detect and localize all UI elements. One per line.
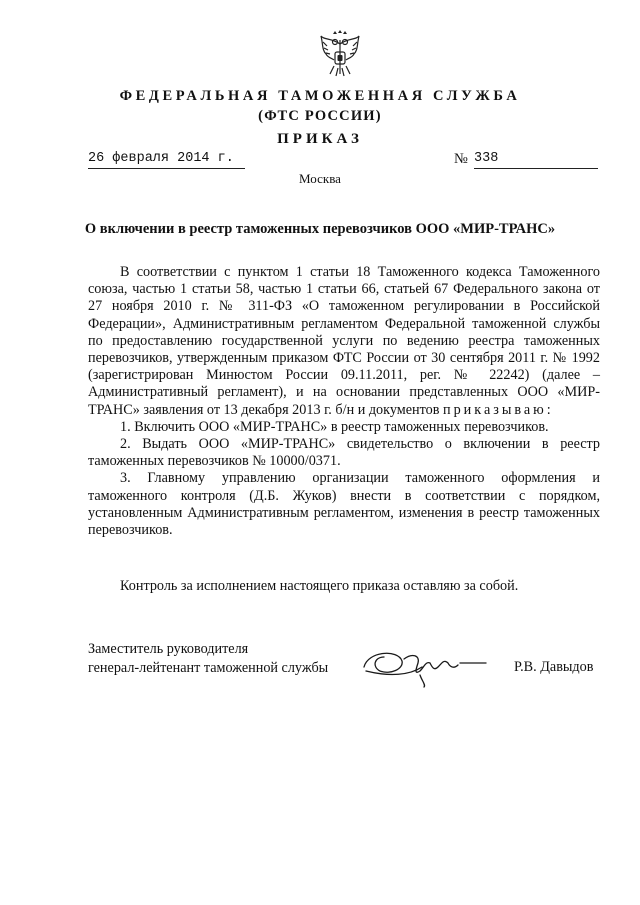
preamble-paragraph bbox=[88, 264, 600, 419]
handwritten-signature bbox=[360, 645, 490, 689]
document-body bbox=[88, 264, 600, 539]
issue-city: Москва bbox=[299, 171, 341, 186]
order-word: приказываю: bbox=[442, 401, 554, 418]
order-number-label: № bbox=[454, 151, 468, 167]
document-type: ПРИКАЗ bbox=[277, 131, 363, 147]
document-title: О включении в реестр таможенных перевозчиков ООО «МИР-ТРАНС» bbox=[84, 221, 556, 237]
agency-name: ФЕДЕРАЛЬНАЯ ТАМОЖЕННАЯ СЛУЖБА bbox=[119, 88, 521, 104]
signer-position-line: Заместитель руководителя bbox=[88, 641, 249, 657]
signer-rank-line: генерал-лейтенант таможенной службы bbox=[88, 660, 329, 676]
russian-coat-of-arms-icon bbox=[318, 30, 362, 80]
order-item: 1. Включить ООО «МИР-ТРАНС» в реестр таможенных перевозчиков. bbox=[120, 418, 549, 435]
order-number: 338 bbox=[474, 151, 598, 169]
signer-name: Р.В. Давыдов bbox=[514, 659, 594, 675]
preamble-text: В соответствии с пунктом 1 статьи 18 Таможенного кодекса Таможенного союза, частью 1 статьи 58, частью 1 статьи 66, статьей 67 Федерального закона от 27 ноября 2010 г. № 311-ФЗ «О таможенном регулировании в Российской Федерации», Административным регламентом Федеральной таможенной службы по предоставлению государственной услуги по ведению реестра таможенных перевозчиков, утвержденным приказом ФТС России от 30 сентября 2011 г. № 1992 (зарегистрирован Минюстом России 09.11.2011, рег. № 22242) (далее – Административный регламент), и на основании представленных ООО «МИР-ТРАНС» заявления от 13 декабря 2013 г. б/н и документов bbox=[88, 264, 600, 418]
agency-short-name: (ФТС РОССИИ) bbox=[258, 108, 382, 124]
order-item: 2. Выдать ООО «МИР-ТРАНС» свидетельство о включении в реестр таможенных перевозчиков № 10000/0371. bbox=[88, 436, 600, 470]
signer-position bbox=[88, 640, 328, 678]
order-item: 3. Главному управлению организации таможенного оформления и таможенного контроля (Д.Б. Жуков) внести в соответствии с порядком, установленным Административным регламентом, изменения в реестр таможенных перевозчиков. bbox=[88, 470, 600, 539]
control-clause: Контроль за исполнением настоящего приказа оставляю за собой. bbox=[120, 578, 519, 594]
order-date: 26 февраля 2014 г. bbox=[88, 151, 245, 169]
